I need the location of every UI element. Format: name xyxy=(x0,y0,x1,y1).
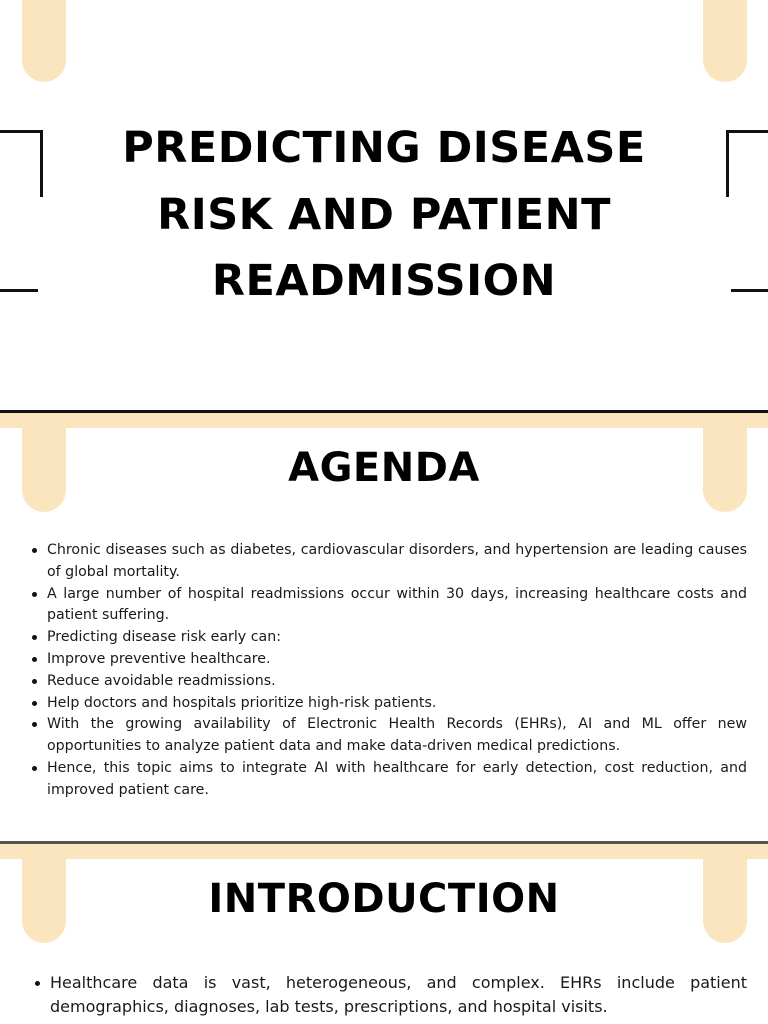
list-item: With the growing availability of Electronic Health Records (EHRs), AI and ML offer new opportunities to analyze patient data and make data-driven medical predictions. xyxy=(29,714,747,758)
title-slide xyxy=(0,0,768,410)
list-item: Hence, this topic aims to integrate AI with healthcare for early detection, cost reduction, and improved patient care. xyxy=(29,758,747,802)
slide-title-line-1: PREDICTING DISEASE xyxy=(122,123,646,173)
list-item: Chronic diseases such as diabetes, cardiovascular disorders, and hypertension are leading causes of global mortality. xyxy=(29,540,747,584)
list-item: Predicting disease risk early can: xyxy=(29,627,747,649)
slide-title-line-3: READMISSION xyxy=(211,256,557,306)
slide-divider xyxy=(0,841,768,859)
decorative-tab xyxy=(703,0,747,82)
introduction-bullet-list xyxy=(32,971,747,1019)
list-item: Improve preventive healthcare. xyxy=(29,649,747,671)
agenda-bullet-list xyxy=(29,540,747,802)
agenda-slide xyxy=(0,428,768,841)
introduction-heading: INTRODUCTION xyxy=(208,876,560,922)
slide-divider xyxy=(0,410,768,428)
introduction-slide xyxy=(0,859,768,1024)
decorative-tab xyxy=(22,0,66,82)
list-item: Reduce avoidable readmissions. xyxy=(29,671,747,693)
list-item: Healthcare data is vast, heterogeneous, and complex. EHRs include patient demographics, diagnoses, lab tests, prescriptions, and hospital visits. xyxy=(32,971,747,1019)
agenda-heading: AGENDA xyxy=(288,445,480,491)
slide-title-line-2: RISK AND PATIENT xyxy=(157,190,611,240)
list-item: A large number of hospital readmissions occur within 30 days, increasing healthcare costs and patient suffering. xyxy=(29,584,747,628)
list-item: Help doctors and hospitals prioritize high-risk patients. xyxy=(29,693,747,715)
